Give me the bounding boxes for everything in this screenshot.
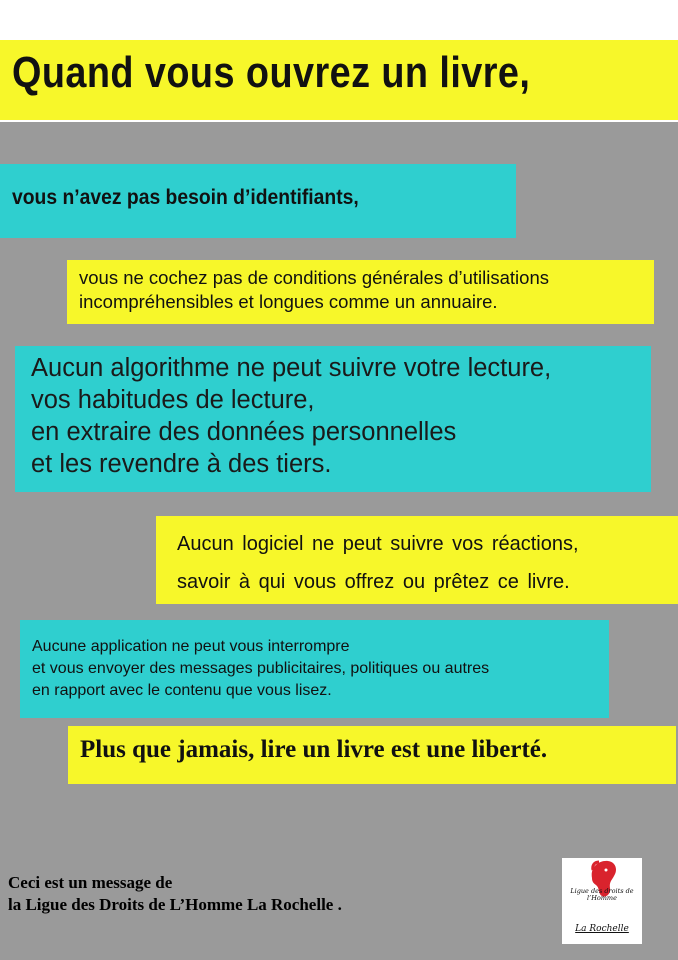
ldh-logo (562, 858, 642, 944)
conditions-line-2: incompréhensibles et longues comme un annuaire. (79, 291, 498, 312)
footer-line-1: Ceci est un message de (8, 873, 173, 892)
identifiants-text: vous n’avez pas besoin d’identifiants, (12, 186, 359, 209)
algorithme-box (15, 346, 651, 492)
algorithme-line-3: en extraire des données personnelles (31, 418, 457, 446)
footer-line-2: la Ligue des Droits de L’Homme La Rochelle . (8, 895, 342, 914)
identifiants-box (0, 164, 516, 238)
footer-message (8, 872, 342, 916)
logiciel-box (156, 516, 678, 604)
application-line-1: Aucune application ne peut vous interrompre (32, 638, 350, 655)
application-line-3: en rapport avec le contenu que vous lisez. (32, 682, 332, 699)
application-line-2: et vous envoyer des messages publicitaires, politiques ou autres (32, 660, 490, 677)
logo-city: La Rochelle (575, 924, 629, 934)
conditions-line-1: vous ne cochez pas de conditions générales d’utilisations (79, 267, 549, 288)
algorithme-line-4: et les revendre à des tiers. (31, 450, 332, 478)
application-text (32, 636, 489, 702)
application-box (20, 620, 609, 718)
conditions-text (79, 266, 549, 314)
logo-caption: Ligue des droits de l’Homme (570, 887, 634, 902)
algorithme-text (31, 352, 551, 480)
algorithme-line-1: Aucun algorithme ne peut suivre votre lecture, (31, 354, 552, 382)
algorithme-line-2: vos habitudes de lecture, (31, 386, 315, 414)
liberte-box (68, 726, 676, 784)
liberte-text: Plus que jamais, lire un livre est une liberté. (80, 736, 548, 763)
page-title: Quand vous ouvrez un livre, (12, 48, 531, 97)
logiciel-line-1: Aucun logiciel ne peut suivre vos réactions, (177, 533, 579, 555)
conditions-box (67, 260, 654, 324)
logiciel-line-2: savoir à qui vous offrez ou prêtez ce livre. (177, 571, 570, 593)
logiciel-text (177, 525, 579, 601)
